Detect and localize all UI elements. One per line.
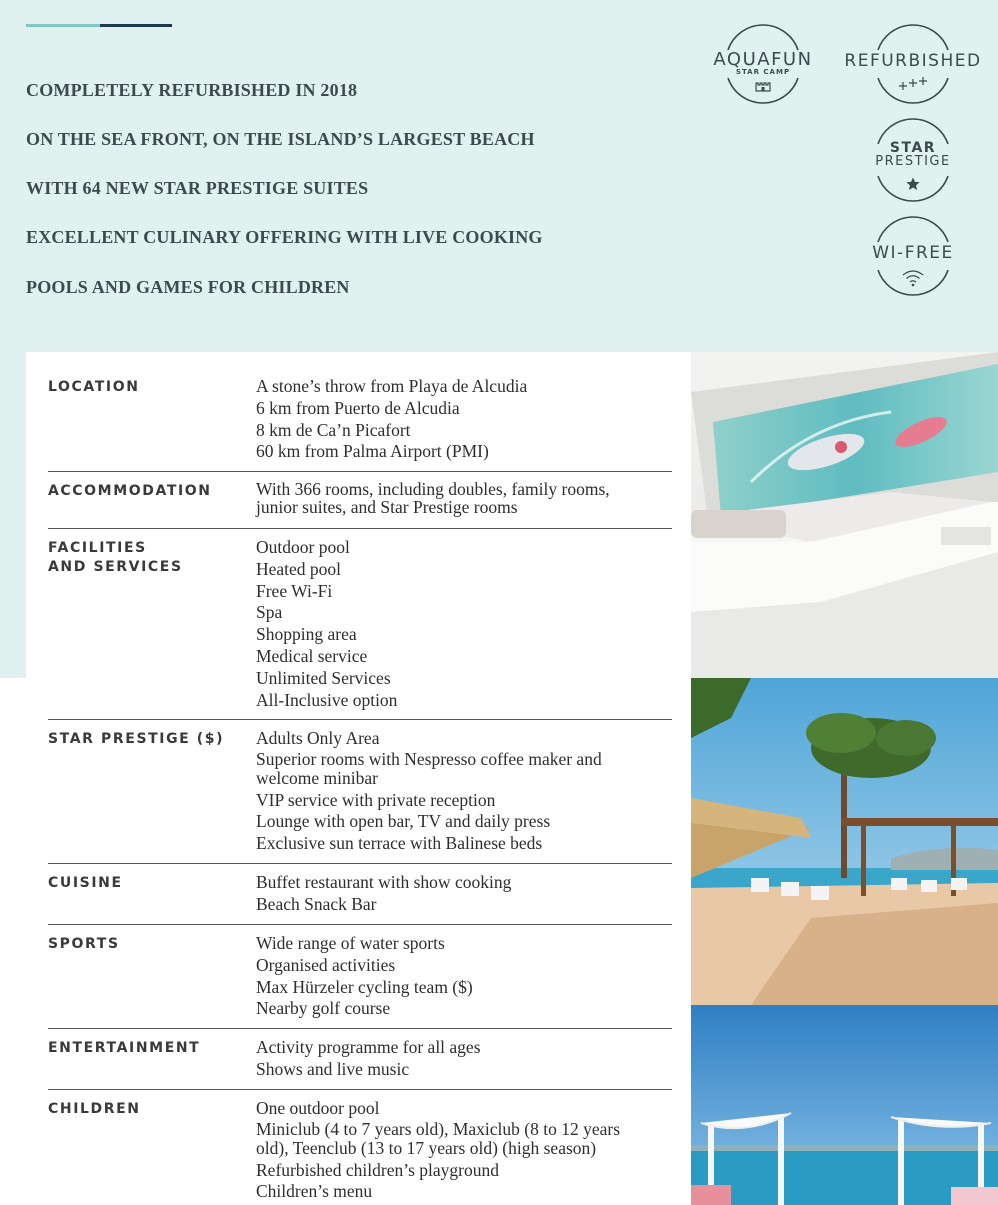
- accent-rule-teal: [26, 24, 100, 27]
- row-divider: [48, 719, 672, 720]
- location-line: 6 km from Puerto de Alcudia: [256, 397, 460, 418]
- row-lines-cuisine: [256, 872, 676, 916]
- wifi-title: WI-FREE: [872, 243, 954, 263]
- children-line: Children’s menu: [256, 1181, 373, 1202]
- accommodation-line: junior suites, and Star Prestige rooms: [256, 497, 518, 517]
- row-label-children: CHILDREN: [48, 1101, 141, 1117]
- headline-sea-front: ON THE SEA FRONT, ON THE ISLAND’S LARGEST BEACH: [26, 129, 535, 149]
- castle-icon: [754, 78, 772, 92]
- facilities-line: Shopping area: [256, 624, 357, 645]
- row-label-entertainment: ENTERTAINMENT: [48, 1040, 201, 1056]
- row-divider: [48, 924, 672, 925]
- cuisine-line: Buffet restaurant with show cooking: [256, 872, 512, 892]
- facilities-line: Free Wi-Fi: [256, 580, 333, 601]
- row-divider: [48, 528, 672, 529]
- row-label-facilities: FACILITIES AND SERVICES: [48, 540, 183, 575]
- headline-children: POOLS AND GAMES FOR CHILDREN: [26, 277, 350, 297]
- children-line: Refurbished children’s playground: [256, 1159, 500, 1180]
- facilities-line: Heated pool: [256, 558, 342, 579]
- location-line: 8 km de Ca’n Picafort: [256, 419, 411, 440]
- facilities-line: Medical service: [256, 645, 368, 666]
- row-divider: [48, 471, 672, 472]
- children-line: Miniclub (4 to 7 years old), Maxiclub (8 to 12 years: [256, 1118, 621, 1139]
- sports-line: Max Hürzeler cycling team ($): [256, 976, 473, 997]
- headline-suites: WITH 64 NEW STAR PRESTIGE SUITES: [26, 178, 369, 198]
- row-lines-children: [256, 1098, 676, 1203]
- entertainment-line: Shows and live music: [256, 1058, 410, 1079]
- star-prestige-line2: PRESTIGE: [875, 154, 951, 169]
- facilities-line: Spa: [256, 602, 283, 623]
- star-icon: [905, 176, 921, 192]
- photo-suite-room: [691, 352, 998, 678]
- sports-line: Nearby golf course: [256, 998, 391, 1019]
- aquafun-subtitle: STAR CAMP: [735, 68, 791, 76]
- row-label-star-prestige: STAR PRESTIGE ($): [48, 731, 225, 747]
- facilities-line: All-Inclusive option: [256, 689, 398, 710]
- children-line: One outdoor pool: [256, 1098, 380, 1118]
- children-line: old), Teenclub (13 to 17 years old) (high season): [256, 1137, 597, 1158]
- star-prestige-line1: STAR: [889, 140, 937, 156]
- accommodation-line: With 366 rooms, including doubles, family rooms,: [256, 479, 610, 499]
- star-prestige-badge: [838, 116, 988, 206]
- row-lines-sports: [256, 933, 676, 1020]
- row-label-sports: SPORTS: [48, 936, 120, 952]
- facilities-line: Outdoor pool: [256, 537, 350, 557]
- aquafun-title: AQUAFUN: [713, 49, 813, 70]
- details-panel: [26, 352, 690, 1205]
- aquafun-badge: [688, 20, 838, 110]
- sports-line: Wide range of water sports: [256, 933, 445, 953]
- photo-beach-terrace: [691, 678, 998, 1005]
- row-lines-accommodation: [256, 480, 676, 516]
- cuisine-line: Beach Snack Bar: [256, 893, 377, 914]
- wifi-badge: [838, 212, 988, 302]
- star-prestige-line: Adults Only Area: [256, 728, 380, 748]
- row-lines-entertainment: [256, 1037, 676, 1081]
- row-lines-star-prestige: [256, 728, 676, 855]
- star-prestige-line: VIP service with private reception: [256, 789, 496, 810]
- star-prestige-line: Superior rooms with Nespresso coffee maker and: [256, 748, 602, 769]
- facilities-line: Unlimited Services: [256, 667, 391, 688]
- headline-refurbished: COMPLETELY REFURBISHED IN 2018: [26, 80, 358, 100]
- accent-rule-navy: [100, 24, 172, 27]
- row-divider: [48, 863, 672, 864]
- location-line: A stone’s throw from Playa de Alcudia: [256, 376, 528, 396]
- left-margin-band: [0, 352, 26, 678]
- location-line: 60 km from Palma Airport (PMI): [256, 441, 489, 462]
- refurbished-title: REFURBISHED: [844, 51, 982, 71]
- star-prestige-line: Exclusive sun terrace with Balinese beds: [256, 833, 543, 854]
- row-lines-facilities: [256, 537, 676, 711]
- star-prestige-line: welcome minibar: [256, 767, 378, 788]
- row-label-cuisine: CUISINE: [48, 875, 123, 891]
- sparkle-icon: [898, 74, 928, 94]
- row-label-location: LOCATION: [48, 379, 140, 395]
- entertainment-line: Activity programme for all ages: [256, 1037, 481, 1057]
- row-lines-location: [256, 376, 676, 463]
- row-label-accommodation: ACCOMMODATION: [48, 483, 212, 499]
- sports-line: Organised activities: [256, 954, 396, 975]
- refurbished-badge: [838, 20, 988, 110]
- photo-balinese-beds: [691, 1005, 998, 1205]
- star-prestige-line: Lounge with open bar, TV and daily press: [256, 811, 551, 832]
- headline-culinary: EXCELLENT CULINARY OFFERING WITH LIVE COOKING: [26, 227, 543, 247]
- row-divider: [48, 1089, 672, 1090]
- row-divider: [48, 1028, 672, 1029]
- wifi-icon: [901, 269, 925, 287]
